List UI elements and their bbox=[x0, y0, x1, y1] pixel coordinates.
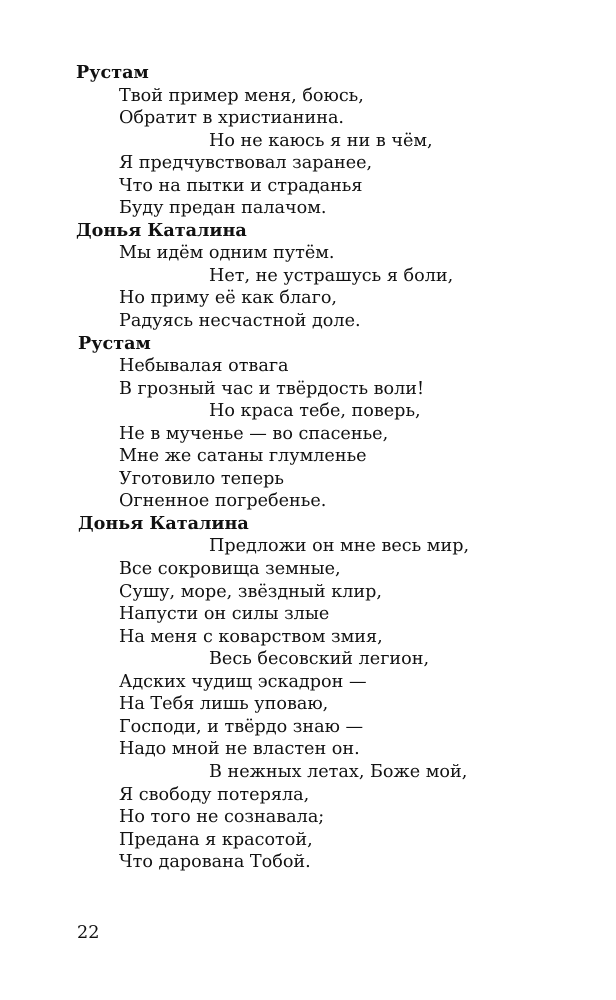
verse-line: Надо мной не властен он. bbox=[119, 739, 360, 760]
verse-line: Радуясь несчастной доле. bbox=[119, 311, 361, 332]
verse-line: На меня с коварством змия, bbox=[119, 626, 383, 647]
verse-line-indented: Весь бесовский легион, bbox=[209, 649, 430, 670]
verse-line: Господи, и твёрдо знаю — bbox=[119, 716, 364, 737]
speaker-name: Донья Каталина bbox=[78, 512, 249, 534]
verse-line: Адских чудищ эскадрон — bbox=[119, 671, 367, 692]
verse-line: Твой пример меня, боюсь, bbox=[119, 85, 364, 106]
speaker-name: Рустам bbox=[78, 332, 151, 354]
verse-line-indented: Предложи он мне весь мир, bbox=[209, 536, 470, 557]
verse-line: Я предчувствовал заранее, bbox=[119, 153, 373, 174]
verse-line: Обратит в христианина. bbox=[119, 108, 345, 129]
verse-line-indented: Нет, не устрашусь я боли, bbox=[209, 265, 454, 286]
verse-line: Небывалая отвага bbox=[119, 356, 289, 377]
verse-line: Сушу, море, звёздный клир, bbox=[119, 581, 382, 602]
verse-line: Не в мученье — во спасенье, bbox=[119, 423, 389, 444]
verse-line: Я свободу потеряла, bbox=[119, 784, 310, 805]
speaker-name: Рустам bbox=[76, 62, 149, 83]
verse-line: Что на пытки и страданья bbox=[119, 175, 363, 196]
verse-line: На Тебя лишь уповаю, bbox=[119, 694, 329, 715]
verse-line: Все сокровища земные, bbox=[119, 559, 341, 580]
dialogue-text bbox=[0, 62, 616, 874]
verse-line-indented: Но краса тебе, поверь, bbox=[209, 401, 421, 422]
verse-line: Но приму её как благо, bbox=[119, 288, 338, 309]
verse-line: Огненное погребенье. bbox=[119, 491, 327, 512]
verse-line: Но того не сознавала; bbox=[119, 807, 325, 828]
verse-line: В грозный час и твёрдость воли! bbox=[119, 378, 425, 399]
verse-line: Буду предан палачом. bbox=[119, 198, 327, 219]
verse-line: Мы идём одним путём. bbox=[119, 243, 335, 264]
verse-line: Что дарована Тобой. bbox=[119, 852, 311, 873]
speaker-name: Донья Каталина bbox=[76, 219, 247, 241]
verse-line-indented: В нежных летах, Боже мой, bbox=[209, 761, 468, 782]
verse-line-indented: Но не каюсь я ни в чём, bbox=[209, 130, 433, 151]
verse-line: Мне же сатаны глумленье bbox=[119, 446, 367, 467]
verse-line: Уготовило теперь bbox=[119, 468, 284, 489]
verse-line: Напусти он силы злые bbox=[119, 604, 330, 625]
page-number: 22 bbox=[77, 923, 100, 943]
verse-line: Предана я красотой, bbox=[119, 829, 313, 850]
